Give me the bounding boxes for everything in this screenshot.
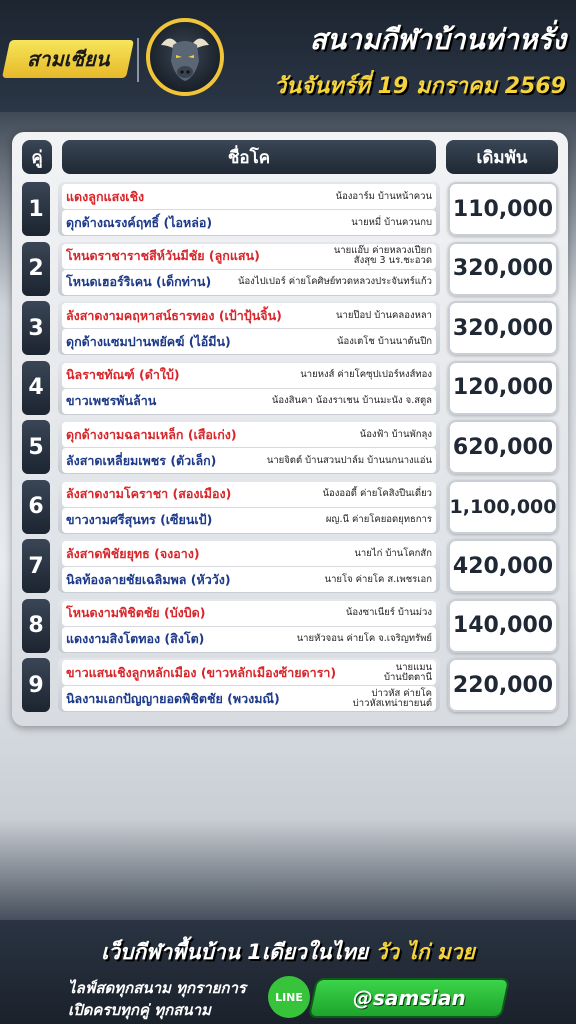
pair-number: 2 (22, 242, 50, 296)
blue-corner (62, 210, 436, 235)
red-fighter-name: ขาวแสนเชิงลูกหลักเมือง (ขาวหลักเมืองซ้ายดารา) (66, 664, 337, 680)
red-owner: นายแมน บ้านปัตตานี (383, 661, 432, 683)
table-row (12, 480, 568, 534)
page-title: สนามกีฬาบ้านท่าหรั่ง (309, 23, 566, 56)
pair-number: 4 (22, 361, 50, 415)
blue-fighter-name: ขาวงามศรีสุนทร (เซียนเป้) (66, 512, 213, 527)
blue-fighter-name: ลังสาดเหลี่ยมเพชร (ตัวเล็ก) (66, 452, 217, 468)
pair-number: 6 (22, 480, 50, 534)
blue-owner: น้องเตโช บ้านนาต้นปีก (337, 335, 432, 347)
bet-amount: 140,000 (448, 599, 558, 653)
table-row (12, 361, 568, 415)
bet-amount: 320,000 (448, 301, 558, 355)
red-owner: น้องฟ้า บ้านพักลุง (359, 428, 432, 440)
blue-corner (62, 389, 436, 414)
bet-amount: 620,000 (448, 420, 558, 474)
blue-owner: ผญ.นี ค่ายโคยอดยุทธการ (325, 514, 432, 526)
bull-logo-icon (146, 18, 224, 96)
red-fighter-name: โหนดงามพิชิตชัย (บังบิด) (66, 605, 206, 620)
blue-owner: น้องสินคา น้องราเชน บ้านมะนัง จ.สตูล (271, 395, 432, 407)
footer (0, 920, 576, 1024)
bet-amount: 420,000 (448, 539, 558, 593)
table-row (12, 599, 568, 653)
red-corner (62, 303, 436, 328)
blue-fighter-name: นิลท้องลายชัยเฉลิมพล (หัววัง) (66, 571, 231, 587)
blue-owner: นายหมี่ บ้านควนกบ (351, 216, 432, 228)
live-line-2: เปิดครบทุกคู่ ทุกสนาม (68, 1001, 211, 1019)
live-line-1: ไลฟ์สดทุกสนาม ทุกรายการ (68, 979, 246, 997)
blue-corner (62, 508, 436, 533)
fighter-names (58, 182, 440, 236)
red-fighter-name: นิลราชทัณฑ์ (ดำใบ้) (66, 367, 180, 382)
red-corner (62, 363, 436, 388)
table-row (12, 658, 568, 712)
red-owner: นายไก่ บ้านโคกสัก (354, 547, 432, 559)
red-owner: นายป๊อป บ้านคลองหลา (336, 309, 432, 321)
line-app-icon[interactable] (268, 976, 310, 1018)
pair-number: 9 (22, 658, 50, 712)
line-handle-button[interactable] (310, 980, 508, 1016)
fighter-names (58, 242, 440, 296)
bet-amount: 120,000 (448, 361, 558, 415)
red-fighter-name: ลังสาดพิชัยยุทธ (จงอาง) (66, 545, 200, 561)
bet-amount: 110,000 (448, 182, 558, 236)
red-owner: นายแอ๊บ ค่ายหลวงเปียก สังสุข 3 นร.ชะอวด (333, 245, 432, 266)
header-pair: คู่ (22, 140, 52, 174)
fighter-names (58, 420, 440, 474)
line-label: LINE (275, 990, 303, 1004)
pair-number: 3 (22, 301, 50, 355)
header-bet: เดิมพัน (446, 140, 558, 174)
table-row (12, 539, 568, 593)
red-corner (62, 422, 436, 447)
fighter-names (58, 361, 440, 415)
tagline (0, 936, 576, 969)
blue-corner (62, 270, 436, 295)
blue-fighter-name: ดุกด้างแซมปานพยัคฆ์ (ไอ้มีน) (66, 333, 231, 349)
blue-fighter-name: ดุกด้างณรงค์ฤทธิ์ (ไอหล่อ) (66, 214, 213, 230)
red-corner (62, 541, 436, 566)
match-table (12, 132, 568, 726)
fighter-names (58, 658, 440, 712)
fighter-names (58, 599, 440, 653)
red-owner: นายหงส์ ค่ายโคซุปเปอร์หงส์ทอง (300, 369, 432, 381)
pair-number: 8 (22, 599, 50, 653)
header (0, 0, 576, 112)
pair-number: 7 (22, 539, 50, 593)
pair-number: 1 (22, 182, 50, 236)
blue-fighter-name: โหนดเฮอร์ริเคน (เด็กท่าน) (66, 274, 212, 289)
blue-owner: น้องไปเปอร์ ค่ายโคศิษย์ทวดหลวงประจันทร์แก้ว (237, 276, 432, 288)
blue-corner (62, 448, 436, 473)
red-fighter-name: ลังสาดงามโคราชา (สองเมือง) (66, 486, 232, 501)
brand-divider (137, 38, 139, 82)
tagline-main: เว็บกีฬาพื้นบ้าน 1เดียวในไทย (101, 940, 369, 964)
blue-fighter-name: แดงงามสิงโตทอง (สิงโต) (66, 631, 205, 646)
blue-owner: นายโจ ค่ายโค ส.เพชรเอก (324, 573, 432, 585)
fighter-names (58, 539, 440, 593)
red-owner: น้องออดี้ ค่ายโคสิงปีนเดี่ยว (322, 488, 432, 500)
blue-corner (62, 567, 436, 592)
bet-amount: 220,000 (448, 658, 558, 712)
fighter-names (58, 301, 440, 355)
table-row (12, 420, 568, 474)
brand-text: สามเซียน (26, 47, 110, 71)
red-corner (62, 244, 436, 269)
blue-owner: นายจิตต์ บ้านสวนปาล์ม บ้านนกนางแอ่น (266, 454, 432, 466)
red-fighter-name: ลังสาดงามคฤหาสน์ธารทอง (เป้าปุ้นจิ้น) (66, 307, 282, 323)
brand-logo[interactable] (2, 40, 134, 78)
blue-owner: บ่าวหัส ค่ายโค บ่าวหัสเทน่ายายนต์ (352, 687, 432, 709)
blue-fighter-name: นิลงามเอกปัญญายอดพิชิตชัย (พวงมณี) (66, 690, 280, 706)
tagline-highlight: วัว ไก่ มวย (375, 940, 475, 964)
red-fighter-name: ดุกด้างงามฉลามเหล็ก (เสือเก่ง) (66, 426, 237, 442)
blue-corner (62, 329, 436, 354)
red-owner: น้องอาร์ม บ้านหน้าควน (335, 190, 432, 202)
blue-owner: นายหัวจอน ค่ายโค จ.เจริญทรัพย์ (296, 633, 432, 645)
pair-number: 5 (22, 420, 50, 474)
red-fighter-name: โหนดราชาราชสีห์วันมีชัย (ลูกแสน) (66, 248, 260, 263)
fighter-names (58, 480, 440, 534)
red-corner (62, 184, 436, 209)
table-row (12, 242, 568, 296)
red-corner (62, 482, 436, 507)
blue-corner (62, 627, 436, 652)
red-fighter-name: แดงลูกแสงเชิง (66, 188, 145, 204)
table-row (12, 301, 568, 355)
line-handle-text: @samsian (352, 986, 466, 1010)
bet-amount: 320,000 (448, 242, 558, 296)
bet-amount: 1,100,000 (448, 480, 558, 534)
blue-fighter-name: ขาวเพชรพันล้าน (66, 393, 157, 408)
header-name: ชื่อโค (62, 140, 436, 174)
red-owner: น้องซาเนียร์ บ้านม่วง (345, 607, 432, 619)
red-corner (62, 660, 436, 685)
event-date: วันจันทร์ที่ 19 มกราคม 2569 (273, 74, 566, 99)
table-row (12, 182, 568, 236)
blue-corner (62, 686, 436, 711)
red-corner (62, 601, 436, 626)
